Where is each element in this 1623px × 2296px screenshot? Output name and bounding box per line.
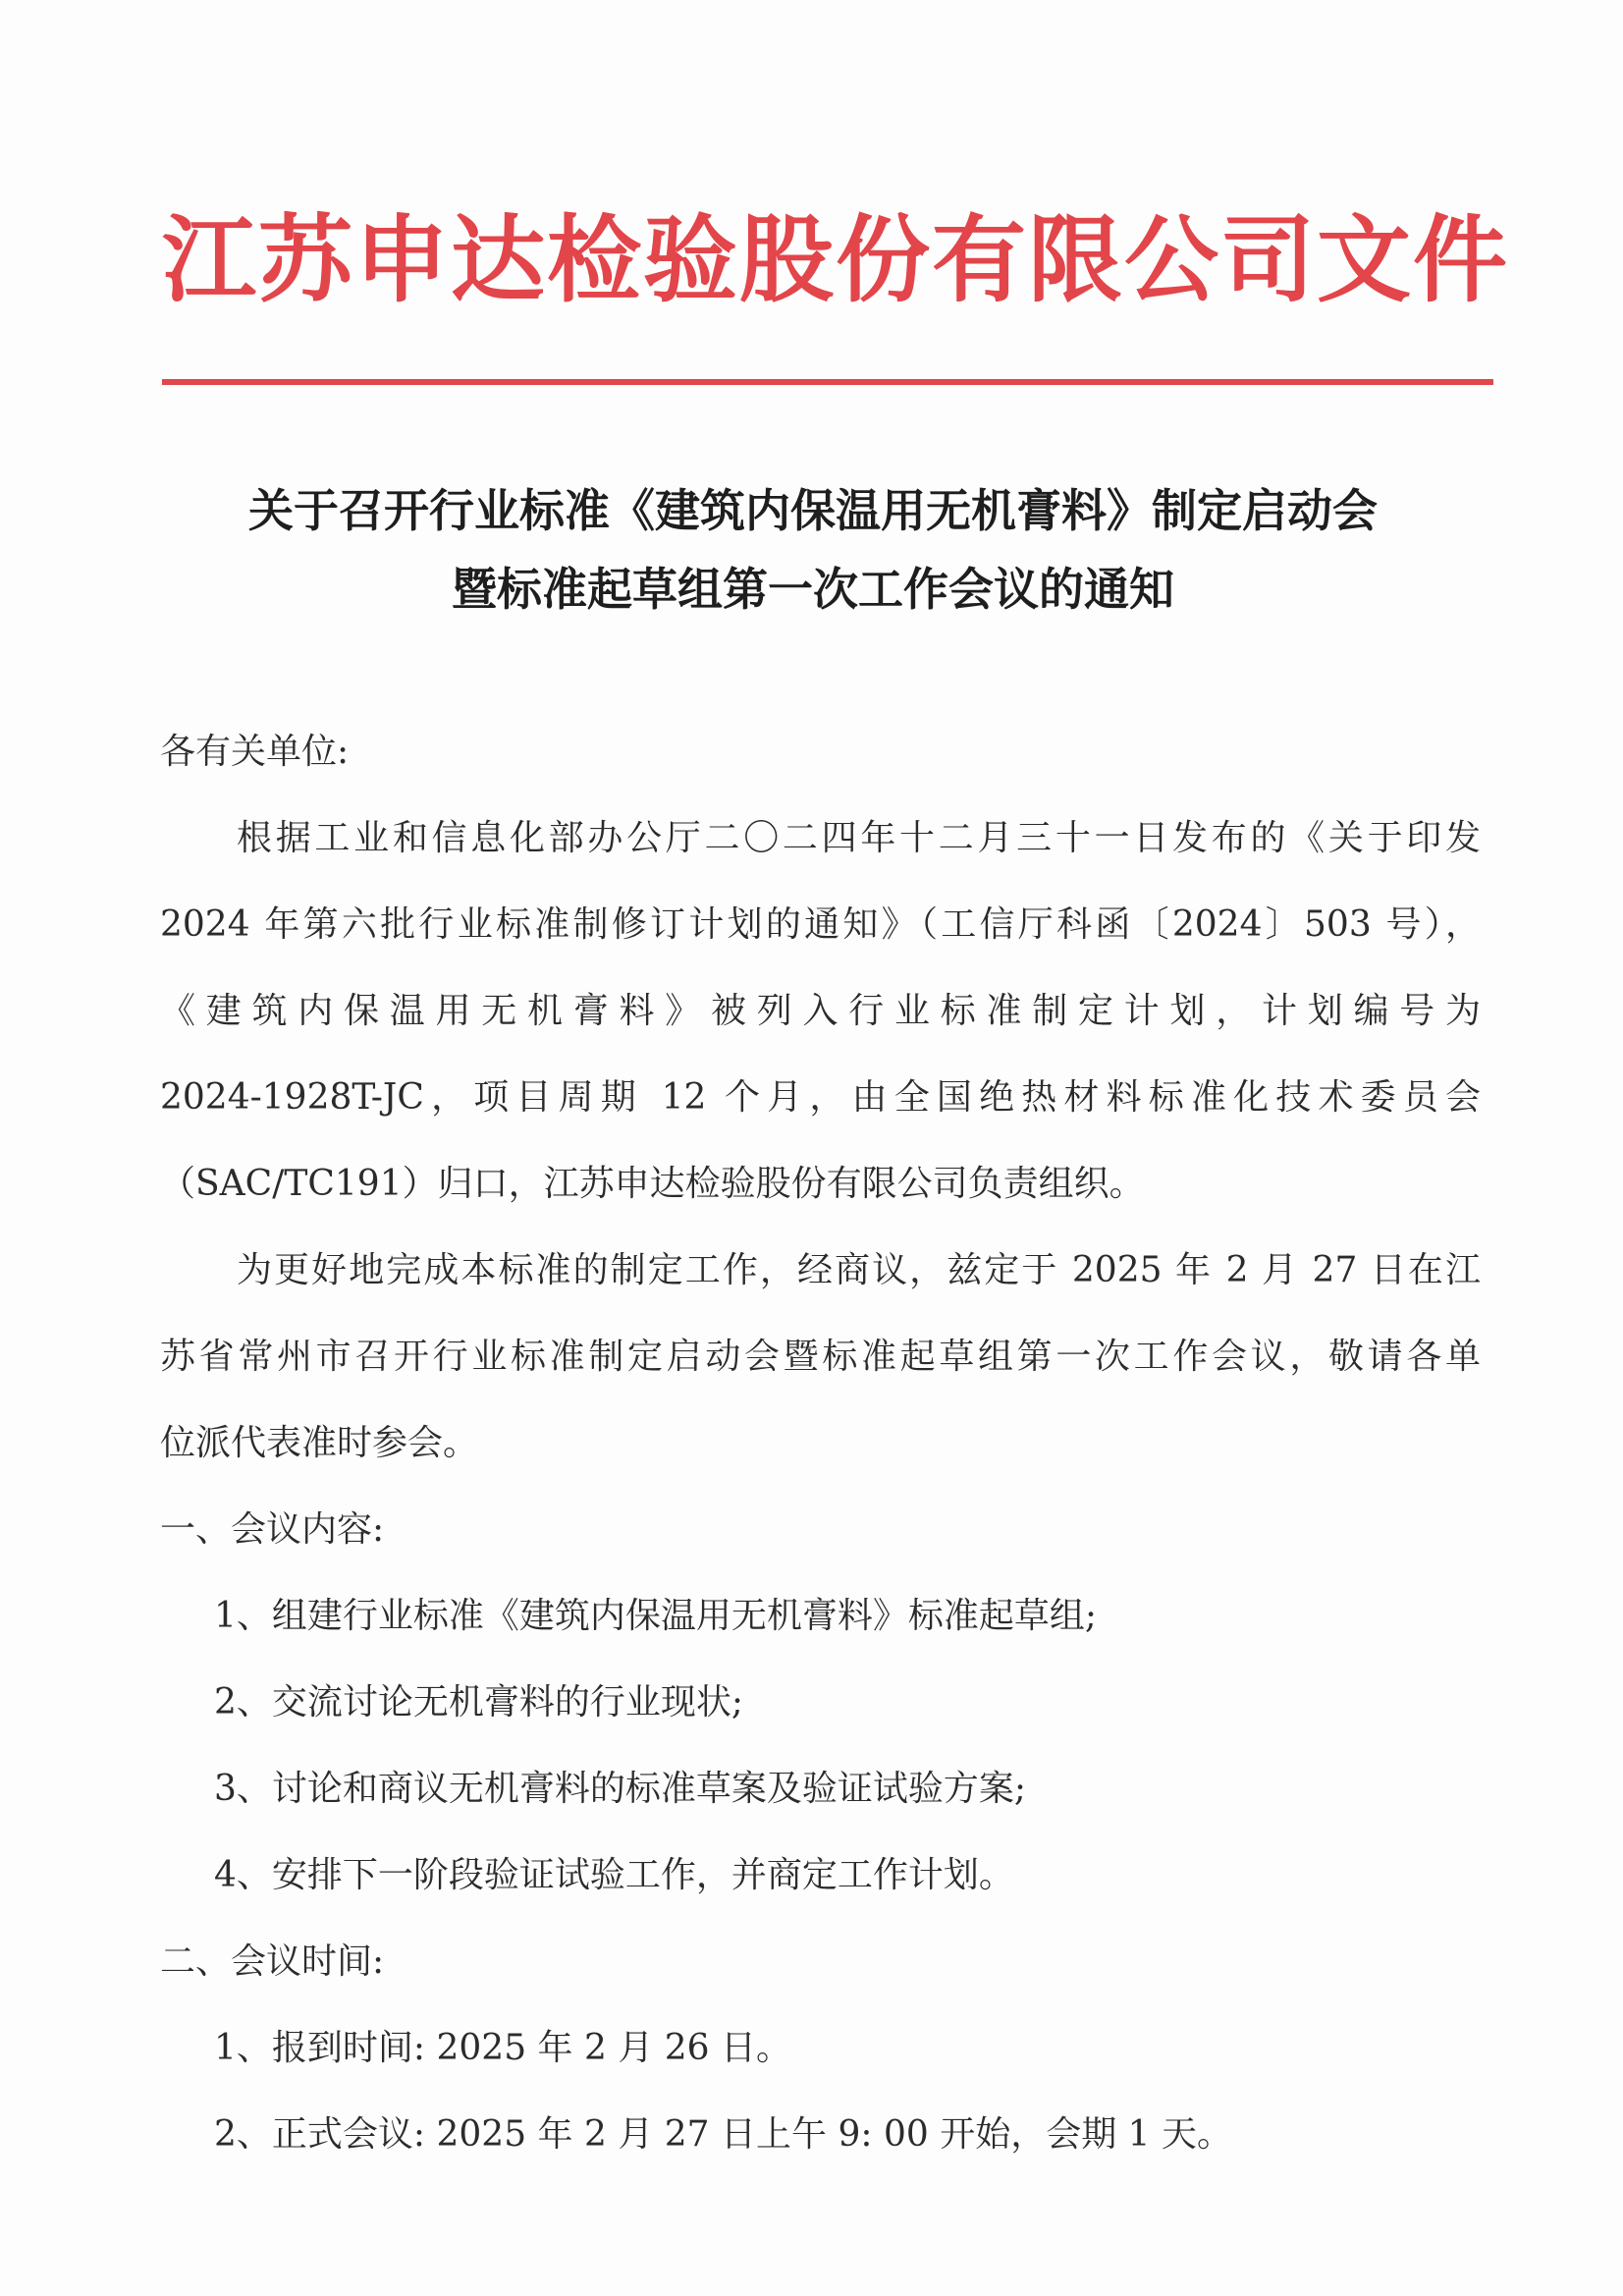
document-title <box>147 471 1479 629</box>
paragraph-2-line-3: 位派代表准时参会。 <box>160 1423 479 1463</box>
section-1-item: 1、组建行业标准《建筑内保温用无机膏料》标准起草组; <box>214 1596 1098 1636</box>
paragraph-1-line-5: （SAC/TC191）归口，江苏申达检验股份有限公司负责组织。 <box>160 1164 1145 1204</box>
section-meeting-content <box>160 1487 1481 1919</box>
paragraph-2 <box>160 1228 1481 1487</box>
paragraph-1-line-2: 2024 年第六批行业标准制修订计划的通知》（工信厅科函〔2024〕503 号）， <box>160 904 1481 945</box>
section-1-item: 4、安排下一阶段验证试验工作，并商定工作计划。 <box>214 1855 1014 1895</box>
section-2-heading: 二、会议时间: <box>160 1941 385 1982</box>
letterhead-red-rule <box>162 379 1493 385</box>
paragraph-1-line-4: 2024-1928T-JC，项目周期 12 个月，由全国绝热材料标准化技术委员会 <box>160 1077 1481 1118</box>
section-2-item: 1、报到时间: 2025 年 2 月 26 日。 <box>214 2028 792 2068</box>
paragraph-1 <box>160 795 1481 1228</box>
document-title-line-2: 暨标准起草组第一次工作会议的通知 <box>452 563 1174 616</box>
paragraph-1-line-3: 《建筑内保温用无机膏料》被列入行业标准制定计划，计划编号为 <box>160 991 1481 1031</box>
paragraph-2-line-2: 苏省常州市召开行业标准制定启动会暨标准起草组第一次工作会议，敬请各单 <box>160 1337 1481 1377</box>
section-meeting-time <box>160 1919 1481 2178</box>
document-body <box>160 709 1481 2178</box>
section-2-item: 2、正式会议: 2025 年 2 月 27 日上午 9: 00 开始，会期 1 天。 <box>214 2114 1232 2155</box>
paragraph-2-line-1: 为更好地完成本标准的制定工作，经商议，兹定于 2025 年 2 月 27 日在江 <box>237 1250 1481 1290</box>
section-1-heading: 一、会议内容: <box>160 1509 385 1550</box>
letterhead-title: 江苏申达检验股份有限公司文件 <box>162 204 1509 315</box>
document-title-line-1: 关于召开行业标准《建筑内保温用无机膏料》制定启动会 <box>248 484 1378 537</box>
salutation: 各有关单位: <box>160 732 350 772</box>
section-1-item: 3、讨论和商议无机膏料的标准草案及验证试验方案; <box>214 1769 1027 1809</box>
paragraph-1-line-1: 根据工业和信息化部办公厅二〇二四年十二月三十一日发布的《关于印发 <box>237 818 1481 858</box>
section-1-item: 2、交流讨论无机膏料的行业现状; <box>214 1682 744 1722</box>
